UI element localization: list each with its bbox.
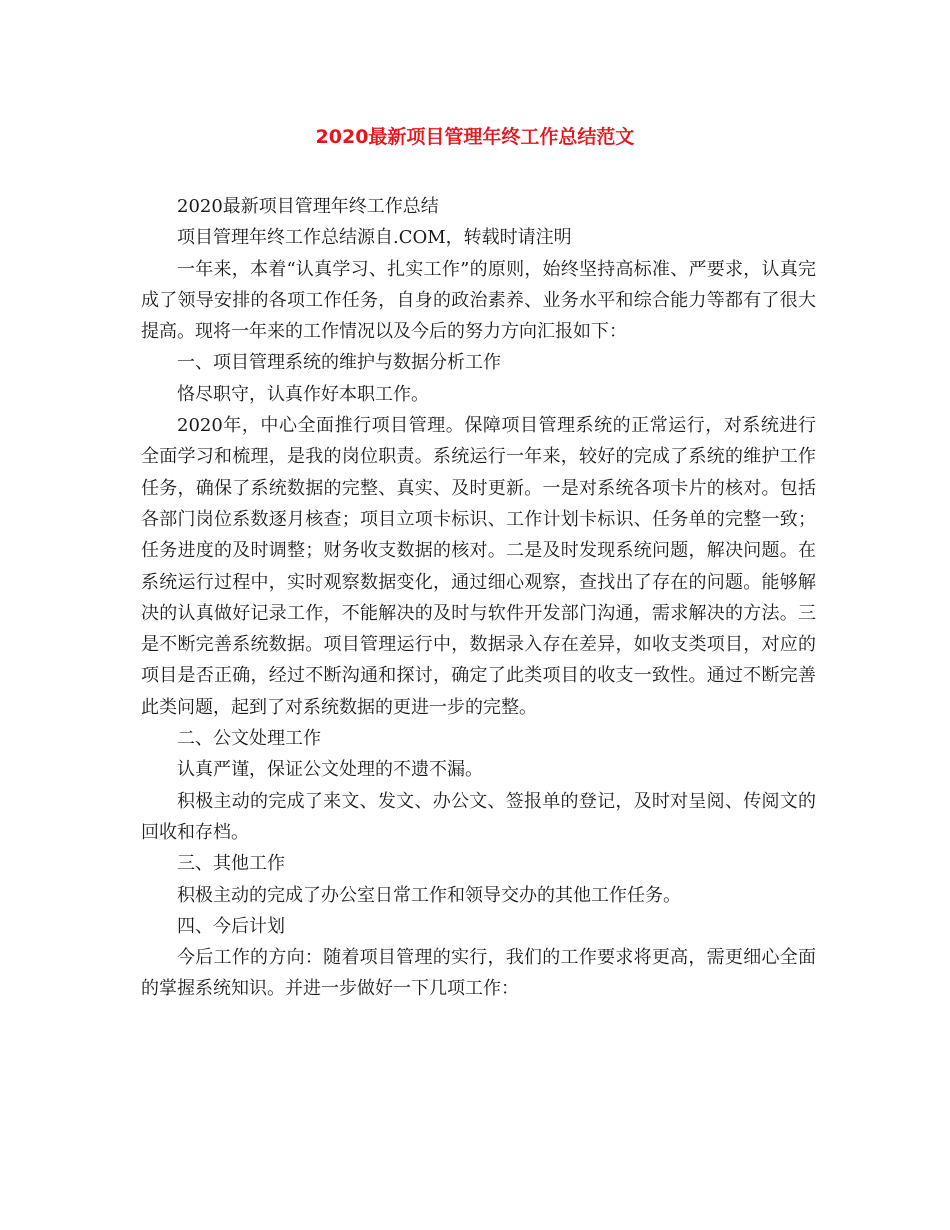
paragraph-section-2-lead: 认真严谨，保证公文处理的不遗不漏。 [177, 759, 483, 781]
section-heading-4: 四、今后计划 [177, 915, 285, 937]
paragraph-section-3-body: 积极主动的完成了办公室日常工作和领导交办的其他工作任务。 [177, 884, 681, 906]
section-heading-1: 一、项目管理系统的维护与数据分析工作 [177, 352, 501, 374]
paragraph-section-1-lead: 恪尽职守，认真作好本职工作。 [177, 383, 429, 405]
section-heading-2: 二、公文处理工作 [177, 728, 321, 750]
paragraph-section-2-body: 积极主动的完成了来文、发文、办公文、签报单的登记，及时对呈阅、传阅文的回收和存档。 [141, 790, 816, 843]
paragraph-section-1-body: 2020年，中心全面推行项目管理。保障项目管理系统的正常运行，对系统进行全面学习和梳理，是我的岗位职责。系统运行一年来，较好的完成了系统的维护工作任务，确保了系统数据的完整、真实、及时更新。一是对系统各项卡片的核对。包括各部门岗位系数逐月核查；项目立项卡标识、工作计划卡标识、任务单的完整一致；任务进度的及时调整；财务收支数据的核对。二是及时发现系统问题，解决问题。在系统运行过程中，实时观察数据变化，通过细心观察，查找出了存在的问题。能够解决的认真做好记录工作，不能解决的及时与软件开发部门沟通，需求解决的方法。三是不断完善系统数据。项目管理运行中，数据录入存在差异，如收支类项目，对应的项目是否正确，经过不断沟通和探讨，确定了此类项目的收支一致性。通过不断完善此类问题，起到了对系统数据的更进一步的完整。 [141, 415, 816, 718]
document-title: 2020最新项目管理年终工作总结范文 [315, 126, 635, 148]
document-body [141, 191, 816, 1005]
paragraph-intro: 一年来，本着“认真学习、扎实工作”的原则，始终坚持高标准、严要求，认真完成了领导安排的各项工作任务，自身的政治素养、业务水平和综合能力等都有了很大提高。现将一年来的工作情况以及今后的努力方向汇报如下： [141, 258, 816, 343]
paragraph-subtitle: 2020最新项目管理年终工作总结 [177, 196, 439, 217]
section-heading-3: 三、其他工作 [177, 853, 285, 875]
paragraph-section-4-body: 今后工作的方向：随着项目管理的实行，我们的工作要求将更高，需更细心全面的掌握系统知识。并进一步做好一下几项工作： [141, 947, 816, 1000]
paragraph-source-note: 项目管理年终工作总结源自.COM，转载时请注明 [177, 227, 572, 249]
